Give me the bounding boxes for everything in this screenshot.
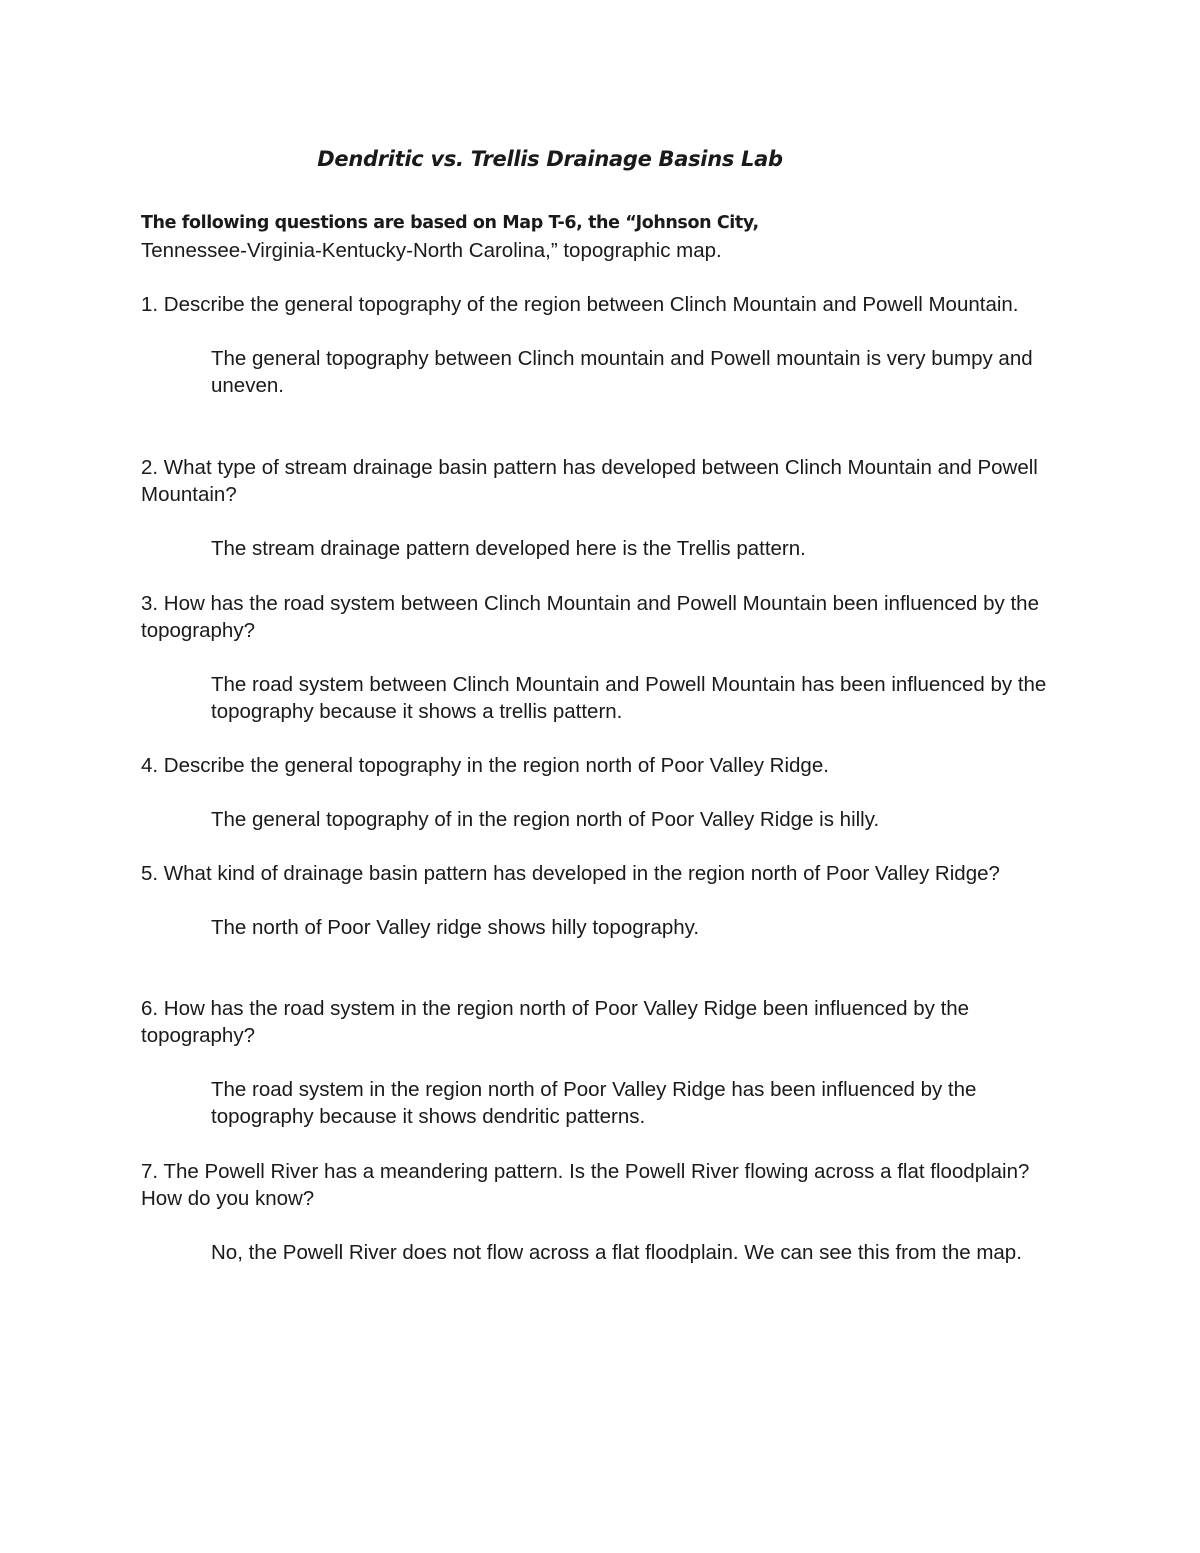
qa-block-2 xyxy=(141,454,1061,562)
answer-4: The general topography of in the region north of Poor Valley Ridge is hilly. xyxy=(211,808,880,831)
page-title: Dendritic vs. Trellis Drainage Basins Lab xyxy=(317,147,783,171)
intro-paragraph xyxy=(141,210,1061,264)
qa-block-6 xyxy=(141,995,1061,1130)
qa-block-3 xyxy=(141,590,1061,725)
question-1: 1. Describe the general topography of the region between Clinch Mountain and Powell Mountain. xyxy=(141,293,1019,316)
qa-block-7 xyxy=(141,1158,1061,1266)
intro-text: Tennessee-Virginia-Kentucky-North Carolina,” topographic map. xyxy=(141,239,722,262)
question-3: 3. How has the road system between Clinch Mountain and Powell Mountain been influenced by the topography? xyxy=(141,592,1039,642)
answer-6: The road system in the region north of Poor Valley Ridge has been influenced by the topography because it shows dendritic patterns. xyxy=(211,1078,977,1128)
question-4: 4. Describe the general topography in the region north of Poor Valley Ridge. xyxy=(141,754,829,777)
answer-1: The general topography between Clinch mountain and Powell mountain is very bumpy and uneven. xyxy=(211,347,1033,397)
question-2: 2. What type of stream drainage basin pattern has developed between Clinch Mountain and Powell Mountain? xyxy=(141,456,1038,506)
qa-block-5 xyxy=(141,860,1061,941)
question-5: 5. What kind of drainage basin pattern has developed in the region north of Poor Valley Ridge? xyxy=(141,862,1000,885)
answer-2: The stream drainage pattern developed here is the Trellis pattern. xyxy=(211,537,806,560)
question-6: 6. How has the road system in the region north of Poor Valley Ridge been influenced by the topography? xyxy=(141,997,970,1047)
qa-block-1 xyxy=(141,291,1061,399)
answer-3: The road system between Clinch Mountain and Powell Mountain has been influenced by the topography because it shows a trellis pattern. xyxy=(211,673,1047,723)
answer-5: The north of Poor Valley ridge shows hilly topography. xyxy=(211,916,700,939)
qa-block-4 xyxy=(141,752,1061,833)
intro-bold-text: The following questions are based on Map T-6, the “Johnson City, xyxy=(141,213,759,233)
answer-7: No, the Powell River does not flow across a flat floodplain. We can see this from the map. xyxy=(211,1241,1022,1264)
question-7: 7. The Powell River has a meandering pattern. Is the Powell River flowing across a flat floodplain? How do you know? xyxy=(141,1160,1030,1210)
